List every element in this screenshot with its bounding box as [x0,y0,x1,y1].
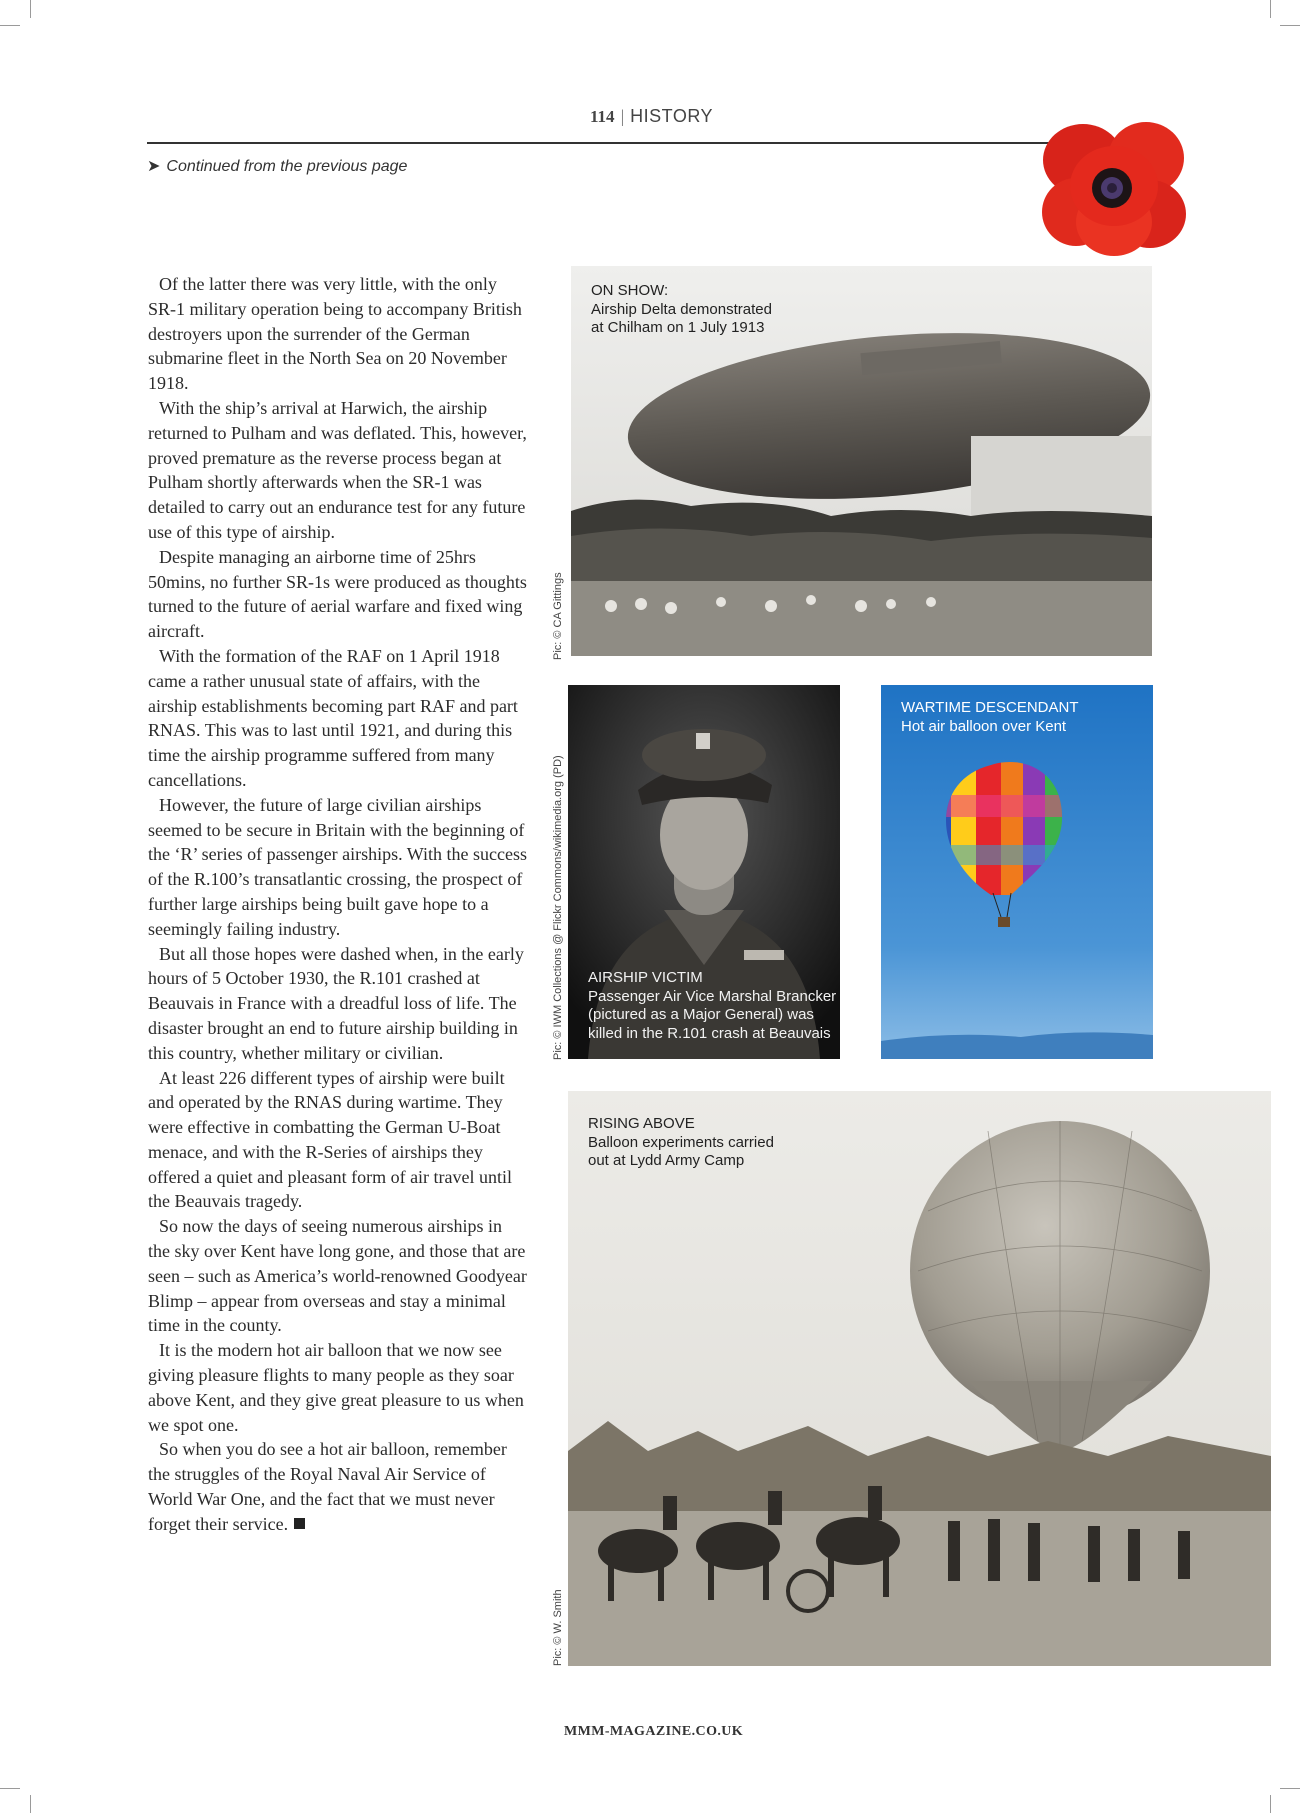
header-rule [147,142,1125,144]
photo-credit: Pic: © W. Smith [552,1589,564,1666]
article-paragraph: With the formation of the RAF on 1 April 1918 came a rather unusual state of affairs, with the airship establishments becoming part RAF and part RNAS. This was to last until 1921, and during this time the airship programme suffered from many cancellations. [148,645,518,790]
army-balloon-photo [568,1091,1271,1666]
modern-balloon-photo [881,685,1153,1059]
article-paragraph: With the ship’s arrival at Harwich, the airship returned to Pulham and was deflated. This, however, proved premature as the reverse process began at Pulham shortly afterwards when the SR-1 was detailed to carry out an endurance test for any future use of this type of airship. [148,397,527,542]
caption-line: Passenger Air Vice Marshal Brancker [588,987,837,1005]
article-body [148,272,528,1537]
article-paragraph: However, the future of large civilian airships seemed to be secure in Britain with the beginning of the ‘R’ series of passenger airships. With the success of the R.100’s transatlantic crossing, the prospect of further large airships being built gave hope to a seemingly failing industry. [148,794,528,939]
photo-credit: Pic: © CA Gittings [552,572,564,660]
continued-text: Continued from the previous page [166,158,408,175]
poppy-icon [1038,112,1193,262]
officer-photo [568,685,840,1059]
page-header [590,106,713,127]
caption-line: at Chilham on 1 July 1913 [591,319,765,336]
header-separator: | [620,106,625,126]
airship-caption [591,282,772,338]
caption-line: Airship Delta demonstrated [591,300,772,318]
caption-line: Hot air balloon over Kent [901,717,1067,735]
caption-line: out at Lydd Army Camp [588,1152,745,1169]
caption-title: WARTIME DESCENDANT [901,699,1079,716]
caption-title: RISING ABOVE [588,1115,695,1132]
end-mark-icon [294,1518,305,1529]
crop-mark [30,0,31,18]
airship-photo [571,266,1152,656]
page-number: 114 [590,107,615,126]
article-paragraph: It is the modern hot air balloon that we now see giving pleasure flights to many people as they soar above Kent, and they give great pleasure to us when we spot one. [148,1340,524,1435]
arrow-icon: ➤ [147,158,161,175]
continued-note [147,156,407,176]
caption-line: (pictured as a Major General) was [588,1006,814,1023]
article-paragraph [148,1437,528,1536]
article-paragraph: At least 226 different types of airship were built and operated by the RNAS during wartime. They were effective in combatting the German U-Boat menace, and with the R-Series of airships they offered a quiet and pleasant form of air travel until the Beauvais tragedy. [148,1067,513,1212]
crop-mark [30,1795,31,1813]
article-paragraph: So now the days of seeing numerous airships in the sky over Kent have long gone, and those that are seen – such as America’s world-renowned Goodyear Blimp – appear from overseas and stay a minimal time in the county. [148,1216,527,1336]
caption-title: AIRSHIP VICTIM [588,969,703,986]
officer-caption [588,969,836,1043]
crop-mark [1270,0,1271,18]
army-balloon-caption [588,1115,774,1171]
footer-website: MMM-MAGAZINE.CO.UK [564,1724,744,1739]
article-paragraph: But all those hopes were dashed when, in the early hours of 5 October 1930, the R.101 crashed at Beauvais in France with a dreadful loss of life. The disaster brought an end to future airship building in this country, whether military or civilian. [148,943,524,1063]
section-title: HISTORY [630,106,714,126]
crop-mark [0,25,20,26]
article-paragraph: Despite managing an airborne time of 25hrs 50mins, no further SR-1s were produced as thoughts turned to the future of aerial warfare and fixed wing aircraft. [148,546,527,642]
photo-credit: Pic: © IWM Collections @ Flickr Commons/wikimedia.org (PD) [552,755,564,1060]
caption-line: killed in the R.101 crash at Beauvais [588,1024,831,1042]
last-paragraph-text: So when you do see a hot air balloon, remember the struggles of the Royal Naval Air Service of World War One, and the fact that we must never forget their service. [148,1439,507,1534]
army-balloon-illustration [568,1091,1271,1666]
article-paragraph: Of the latter there was very little, with the only SR-1 military operation being to accompany British destroyers upon the surrender of the German submarine fleet in the North Sea on 20 November 1918. [148,274,522,394]
crop-mark [0,1788,20,1789]
caption-line: Balloon experiments carried [588,1133,774,1151]
hot-air-balloon-illustration [881,685,1153,1059]
crop-mark [1280,1788,1300,1789]
crop-mark [1270,1795,1271,1813]
caption-title: ON SHOW: [591,282,669,299]
modern-balloon-caption [901,699,1079,736]
crop-mark [1280,25,1300,26]
